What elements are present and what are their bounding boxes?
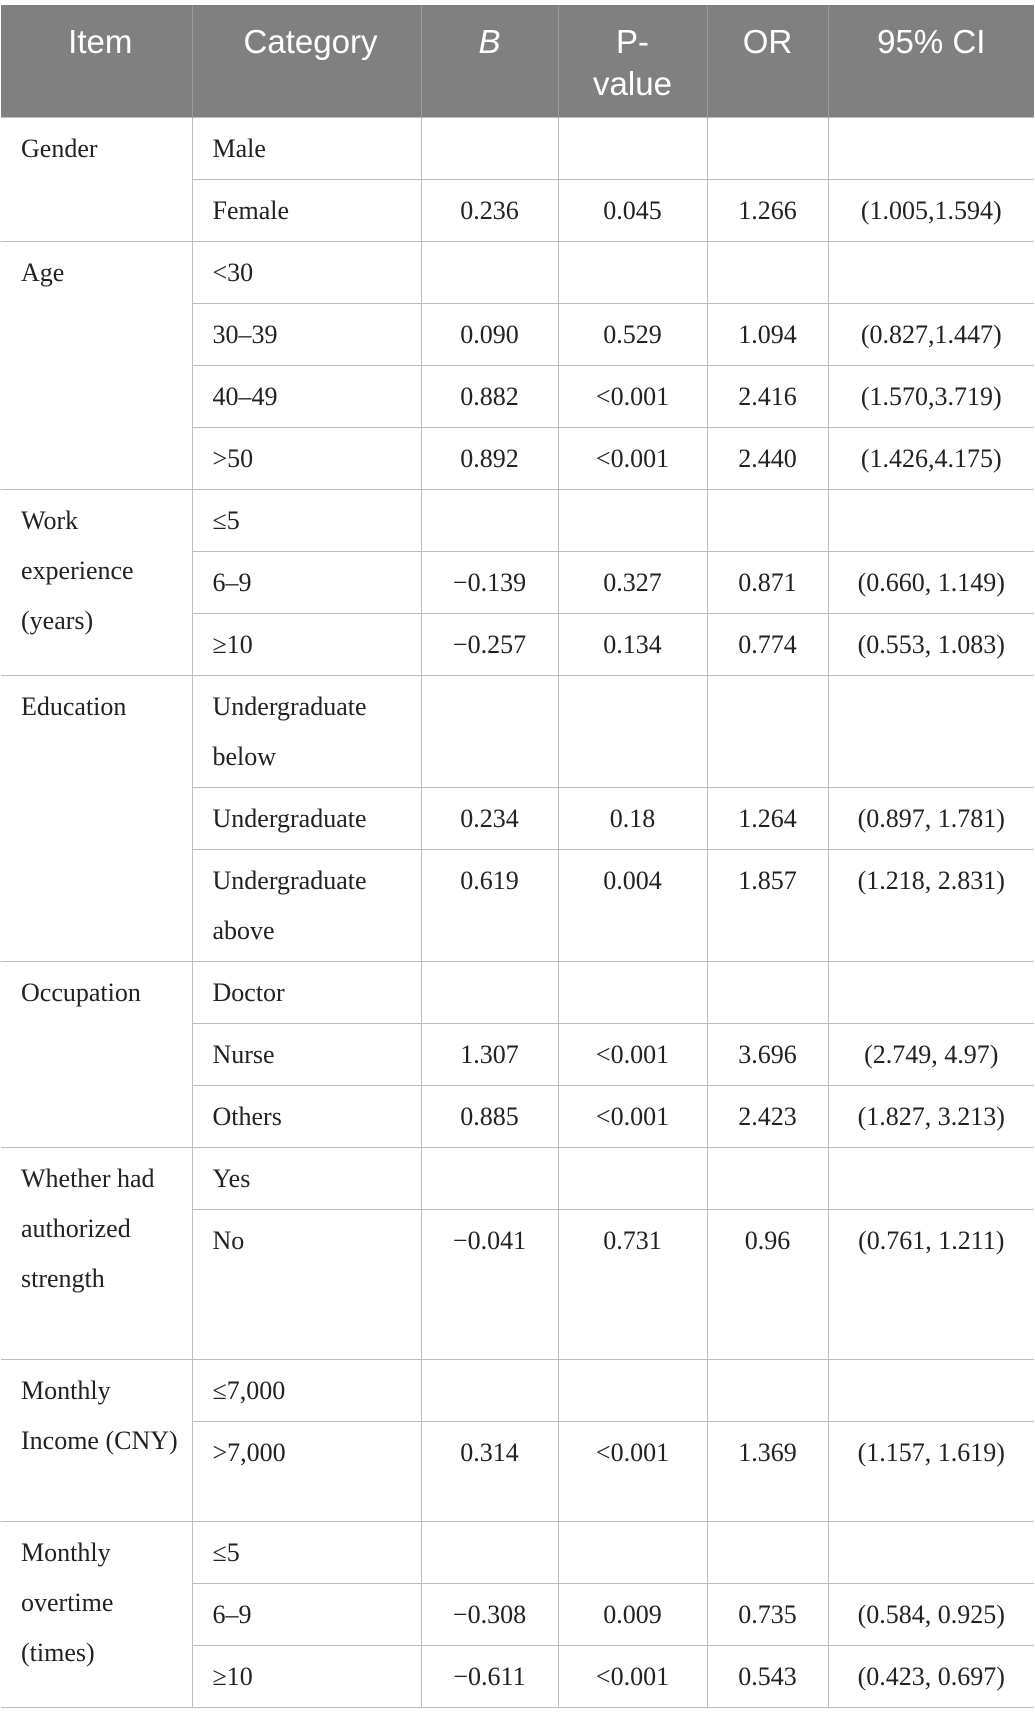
ci-cell (828, 242, 1034, 304)
or-cell (707, 1148, 828, 1210)
table-row (1, 490, 1034, 552)
table-row (1, 118, 1034, 180)
b-cell (421, 962, 558, 1024)
p-cell (558, 118, 707, 180)
category-cell: Undergraduate (192, 788, 421, 850)
b-cell: 0.234 (421, 788, 558, 850)
b-cell: −0.041 (421, 1210, 558, 1360)
category-cell: Yes (192, 1148, 421, 1210)
ci-cell (828, 1148, 1034, 1210)
p-cell (558, 1360, 707, 1422)
ci-cell: (0.423, 0.697) (828, 1646, 1034, 1708)
b-cell: 0.885 (421, 1086, 558, 1148)
ci-cell (828, 490, 1034, 552)
category-cell: Doctor (192, 962, 421, 1024)
table-row (1, 962, 1034, 1024)
header-item: Item (1, 5, 192, 118)
category-cell: 6–9 (192, 552, 421, 614)
ci-cell (828, 118, 1034, 180)
or-cell (707, 118, 828, 180)
category-cell: ≥10 (192, 1646, 421, 1708)
b-cell: 0.892 (421, 428, 558, 490)
or-cell: 0.735 (707, 1584, 828, 1646)
ci-cell (828, 676, 1034, 788)
b-cell (421, 676, 558, 788)
header-or: OR (707, 5, 828, 118)
item-cell: Age (1, 242, 192, 490)
p-cell (558, 1148, 707, 1210)
b-cell (421, 1148, 558, 1210)
or-cell: 0.774 (707, 614, 828, 676)
or-cell: 0.543 (707, 1646, 828, 1708)
p-cell: <0.001 (558, 428, 707, 490)
or-cell (707, 242, 828, 304)
ci-cell (828, 962, 1034, 1024)
category-cell: >50 (192, 428, 421, 490)
b-cell: 0.236 (421, 180, 558, 242)
ci-cell: (1.157, 1.619) (828, 1422, 1034, 1522)
or-cell (707, 962, 828, 1024)
category-cell: ≤5 (192, 1522, 421, 1584)
or-cell: 2.423 (707, 1086, 828, 1148)
or-cell: 0.96 (707, 1210, 828, 1360)
p-cell (558, 490, 707, 552)
table-row (1, 242, 1034, 304)
ci-cell: (2.749, 4.97) (828, 1024, 1034, 1086)
b-cell: −0.257 (421, 614, 558, 676)
category-cell: Undergraduate below (192, 676, 421, 788)
or-cell (707, 1522, 828, 1584)
category-cell: Others (192, 1086, 421, 1148)
category-cell: No (192, 1210, 421, 1360)
p-cell: <0.001 (558, 1024, 707, 1086)
ci-cell: (0.897, 1.781) (828, 788, 1034, 850)
b-cell (421, 1522, 558, 1584)
item-cell: Gender (1, 118, 192, 242)
or-cell: 1.369 (707, 1422, 828, 1522)
table-header (1, 5, 1034, 118)
or-cell: 1.266 (707, 180, 828, 242)
b-cell: 0.882 (421, 366, 558, 428)
p-cell: <0.001 (558, 1646, 707, 1708)
category-cell: 40–49 (192, 366, 421, 428)
p-cell: 0.004 (558, 850, 707, 962)
ci-cell: (1.218, 2.831) (828, 850, 1034, 962)
b-cell: −0.308 (421, 1584, 558, 1646)
p-cell: 0.009 (558, 1584, 707, 1646)
table-row (1, 676, 1034, 788)
ci-cell (828, 1522, 1034, 1584)
ci-cell: (0.827,1.447) (828, 304, 1034, 366)
table-row (1, 1522, 1034, 1584)
ci-cell: (1.426,4.175) (828, 428, 1034, 490)
b-cell (421, 242, 558, 304)
b-cell: 0.619 (421, 850, 558, 962)
category-cell: 30–39 (192, 304, 421, 366)
b-cell (421, 490, 558, 552)
b-cell: 1.307 (421, 1024, 558, 1086)
b-cell: 0.090 (421, 304, 558, 366)
table-row (1, 1360, 1034, 1422)
ci-cell: (1.570,3.719) (828, 366, 1034, 428)
category-cell: <30 (192, 242, 421, 304)
or-cell: 2.416 (707, 366, 828, 428)
category-cell: ≤7,000 (192, 1360, 421, 1422)
category-cell: Female (192, 180, 421, 242)
or-cell (707, 676, 828, 788)
p-cell: 0.18 (558, 788, 707, 850)
p-cell: 0.327 (558, 552, 707, 614)
or-cell (707, 490, 828, 552)
p-cell (558, 676, 707, 788)
ci-cell: (0.584, 0.925) (828, 1584, 1034, 1646)
or-cell: 3.696 (707, 1024, 828, 1086)
p-cell: <0.001 (558, 1422, 707, 1522)
category-cell: Male (192, 118, 421, 180)
p-cell: 0.529 (558, 304, 707, 366)
ci-cell: (0.660, 1.149) (828, 552, 1034, 614)
b-cell: −0.611 (421, 1646, 558, 1708)
category-cell: Undergraduate above (192, 850, 421, 962)
category-cell: 6–9 (192, 1584, 421, 1646)
or-cell: 0.871 (707, 552, 828, 614)
item-cell: Monthly Income (CNY) (1, 1360, 192, 1522)
ci-cell: (1.827, 3.213) (828, 1086, 1034, 1148)
p-cell (558, 1522, 707, 1584)
or-cell: 1.264 (707, 788, 828, 850)
b-cell: −0.139 (421, 552, 558, 614)
item-cell: Occupation (1, 962, 192, 1148)
ci-cell: (0.553, 1.083) (828, 614, 1034, 676)
category-cell: ≥10 (192, 614, 421, 676)
table-row (1, 1148, 1034, 1210)
p-cell (558, 962, 707, 1024)
or-cell (707, 1360, 828, 1422)
table-body (1, 118, 1034, 1708)
ci-cell (828, 1360, 1034, 1422)
item-cell: Education (1, 676, 192, 962)
item-cell: Work experience (years) (1, 490, 192, 676)
header-p-value-label: P- value (593, 23, 672, 102)
header-b (421, 5, 558, 118)
p-cell: 0.045 (558, 180, 707, 242)
p-cell: 0.134 (558, 614, 707, 676)
item-cell: Monthly overtime (times) (1, 1522, 192, 1708)
p-cell: 0.731 (558, 1210, 707, 1360)
header-category: Category (192, 5, 421, 118)
item-cell: Whether had authorized strength (1, 1148, 192, 1360)
b-cell: 0.314 (421, 1422, 558, 1522)
p-cell: <0.001 (558, 366, 707, 428)
ci-cell: (0.761, 1.211) (828, 1210, 1034, 1360)
b-cell (421, 1360, 558, 1422)
header-b-label: B (478, 23, 501, 60)
category-cell: >7,000 (192, 1422, 421, 1522)
header-ci: 95% CI (828, 5, 1034, 118)
b-cell (421, 118, 558, 180)
regression-table (1, 5, 1034, 1708)
or-cell: 2.440 (707, 428, 828, 490)
category-cell: Nurse (192, 1024, 421, 1086)
or-cell: 1.094 (707, 304, 828, 366)
or-cell: 1.857 (707, 850, 828, 962)
p-cell: <0.001 (558, 1086, 707, 1148)
header-p-value (558, 5, 707, 118)
category-cell: ≤5 (192, 490, 421, 552)
ci-cell: (1.005,1.594) (828, 180, 1034, 242)
p-cell (558, 242, 707, 304)
